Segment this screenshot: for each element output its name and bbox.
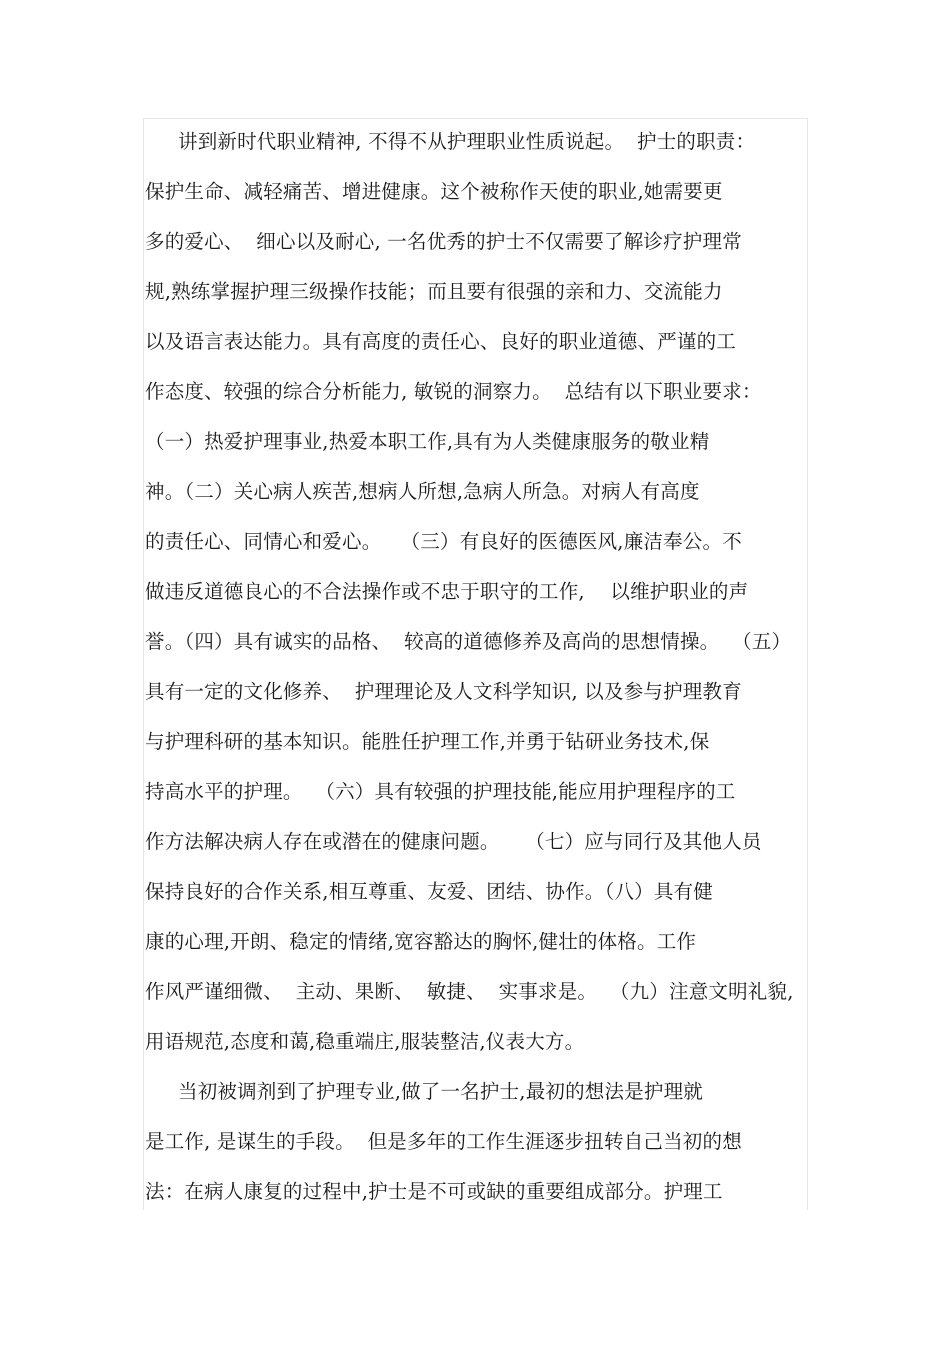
- text-line: 以及语言表达能力。具有高度的责任心、良好的职业道德、严谨的工: [145, 330, 737, 353]
- text-line: 保持良好的合作关系,相互尊重、友爱、团结、协作。（八）具有健: [145, 880, 713, 903]
- text-line: （一）热爱护理事业,热爱本职工作,具有为人类健康服务的敬业精: [145, 430, 710, 453]
- text-line: 法：在病人康复的过程中,护士是不可或缺的重要组成部分。护理工: [145, 1180, 723, 1203]
- text-line: 与护理科研的基本知识。能胜任护理工作,并勇于钻研业务技术,保: [145, 730, 710, 753]
- text-line: 持高水平的护理。 （六）具有较强的护理技能,能应用护理程序的工: [145, 780, 736, 803]
- text-line: 誉。（四）具有诚实的品格、 较高的道德修养及高尚的思想情操。 （五）: [145, 630, 792, 653]
- text-line: 是工作, 是谋生的手段。 但是多年的工作生涯逐步扭转自己当初的想: [145, 1130, 742, 1153]
- text-line: 多的爱心、 细心以及耐心, 一名优秀的护士不仅需要了解诊疗护理常: [145, 230, 742, 253]
- text-line: 规,熟练掌握护理三级操作技能；而且要有很强的亲和力、交流能力: [145, 280, 723, 303]
- text-line: 具有一定的文化修养、 护理理论及人文科学知识, 以及参与护理教育: [145, 680, 742, 703]
- text-line: 康的心理,开朗、稳定的情绪,宽容豁达的胸怀,健壮的体格。工作: [145, 930, 697, 953]
- text-line: 做违反道德良心的不合法操作或不忠于职守的工作, 以维护职业的声: [145, 580, 749, 603]
- text-line: 神。（二）关心病人疾苦,想病人所想,急病人所急。对病人有高度: [145, 480, 700, 503]
- text-line: 用语规范,态度和蔼,稳重端庄,服装整洁,仪表大方。: [145, 1030, 585, 1053]
- text-line: 当初被调剂到了护理专业,做了一名护士,最初的想法是护理就: [178, 1080, 703, 1103]
- text-line: 作态度、较强的综合分析能力, 敏锐的洞察力。 总结有以下职业要求：: [145, 380, 762, 403]
- text-line: 作方法解决病人存在或潜在的健康问题。 （七）应与同行及其他人员: [145, 830, 762, 853]
- document-body: [145, 124, 825, 1224]
- text-line: 保护生命、减轻痛苦、增进健康。这个被称作天使的职业,她需要更: [145, 180, 723, 203]
- text-line: 讲到新时代职业精神, 不得不从护理职业性质说起。 护士的职责：: [178, 130, 756, 153]
- text-line: 的责任心、同情心和爱心。 （三）有良好的医德医风,廉洁奉公。不: [145, 530, 742, 553]
- text-line: 作风严谨细微、 主动、果断、 敏捷、 实事求是。 （九）注意文明礼貌,: [145, 980, 794, 1003]
